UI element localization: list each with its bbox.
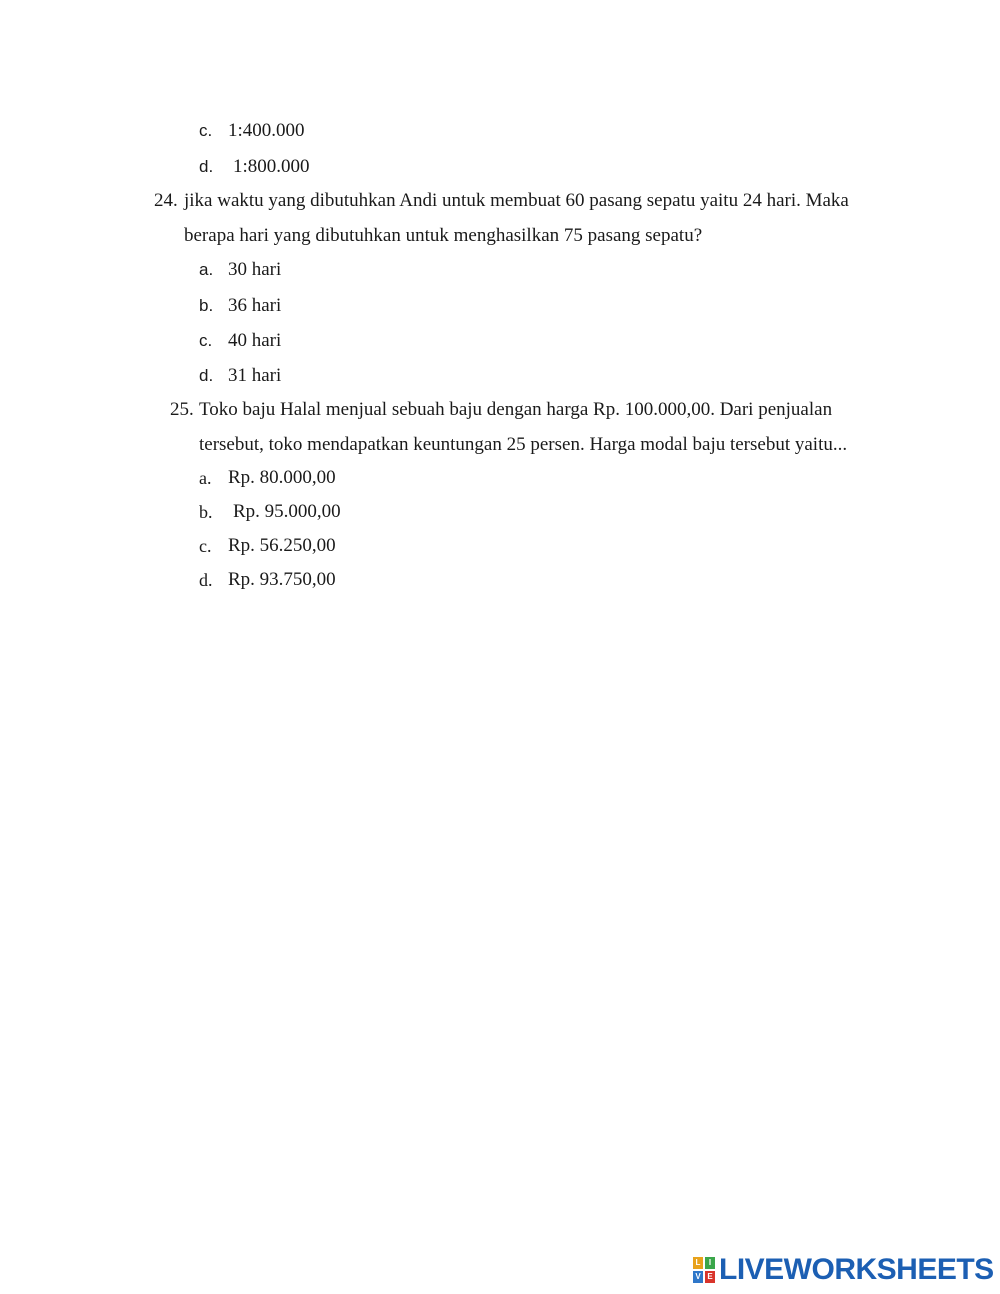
option-text: 31 hari xyxy=(228,365,282,386)
option-text: 36 hari xyxy=(228,295,282,316)
option-letter: d. xyxy=(199,366,214,385)
question-text-line-1: Toko baju Halal menjual sebuah baju dengan harga Rp. 100.000,00. Dari penjualan xyxy=(199,399,833,420)
option-letter: d. xyxy=(199,157,214,176)
option-letter: c. xyxy=(199,331,213,350)
logo-mark-icon: L I V E xyxy=(693,1257,715,1283)
option-text: 40 hari xyxy=(228,330,282,351)
option-text: Rp. 80.000,00 xyxy=(228,467,336,488)
option-letter: c. xyxy=(199,536,212,556)
question-text-line-2: tersebut, toko mendapatkan keuntungan 25 persen. Harga modal baju tersebut yaitu... xyxy=(199,434,848,455)
liveworksheets-logo xyxy=(693,1254,994,1286)
option-letter: c. xyxy=(199,121,213,140)
question-text-line-2: berapa hari yang dibutuhkan untuk menghasilkan 75 pasang sepatu? xyxy=(184,225,703,246)
option-letter: b. xyxy=(199,296,214,315)
option-letter: a. xyxy=(199,468,212,488)
option-text: 30 hari xyxy=(228,259,282,280)
option-text: 1:400.000 xyxy=(228,120,305,141)
question-text-line-1: jika waktu yang dibutuhkan Andi untuk membuat 60 pasang sepatu yaitu 24 hari. Maka xyxy=(184,190,849,211)
option-text: Rp. 95.000,00 xyxy=(233,501,341,522)
option-letter: b. xyxy=(199,502,213,522)
option-text: Rp. 56.250,00 xyxy=(228,535,336,556)
option-text: 1:800.000 xyxy=(233,156,310,177)
question-number: 24. xyxy=(154,190,178,211)
option-letter: a. xyxy=(199,260,214,279)
question-number: 25. xyxy=(170,399,194,420)
option-letter: d. xyxy=(199,570,213,590)
option-text: Rp. 93.750,00 xyxy=(228,569,336,590)
logo-wordmark: LIVEWORKSHEETS xyxy=(719,1253,994,1286)
